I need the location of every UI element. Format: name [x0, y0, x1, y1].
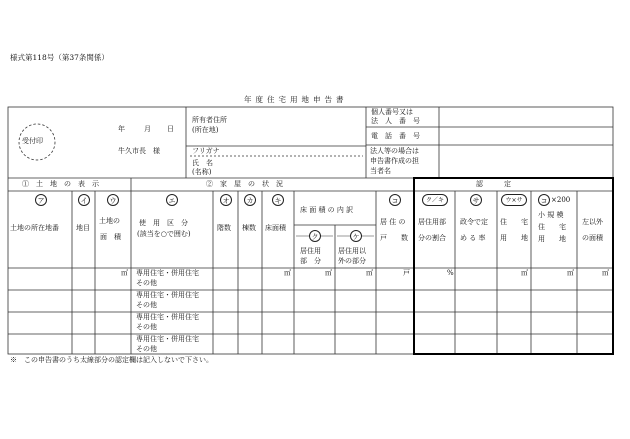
marker-a: ア: [35, 194, 47, 206]
col-rate-1: 政令で定: [460, 218, 488, 226]
marker-ku: ク: [309, 230, 321, 242]
col-small-1: 小 規 模: [538, 211, 564, 219]
unit-floor-area: ㎡: [284, 269, 291, 277]
col-residential-part-2: 部 分: [300, 257, 321, 265]
marker-u-sa: ウ×サ: [501, 194, 527, 206]
col-usage-2: (該当を○で囲む): [137, 230, 191, 238]
marker-sa: サ: [470, 194, 482, 206]
row1-usage-2[interactable]: その他: [136, 279, 157, 287]
col-residential-ratio-1: 居住用部: [418, 218, 446, 226]
unit-housing-land: ㎡: [521, 269, 528, 277]
reception-stamp-label: 受付印: [22, 137, 43, 145]
row4-usage-2[interactable]: その他: [136, 345, 157, 353]
marker-u: ウ: [107, 194, 119, 206]
personal-number-label-2: 法 人 番 号: [371, 117, 420, 125]
date-year: 年: [118, 125, 125, 133]
unit-small: ㎡: [567, 269, 574, 277]
unit-other: ㎡: [602, 269, 609, 277]
form-title: 年度住宅用地申告書: [244, 95, 348, 104]
col-floor-breakdown: 床 面 積 の 内 訳: [300, 206, 354, 214]
row2-usage-2[interactable]: その他: [136, 301, 157, 309]
col-housing-land-2: 用 地: [500, 234, 528, 242]
row3-usage-1[interactable]: 専用住宅・併用住宅: [136, 313, 199, 321]
furigana-label: フリガナ: [192, 147, 220, 155]
marker-o: オ: [220, 194, 232, 206]
unit-residential: ㎡: [325, 269, 332, 277]
form-id: 様式第118号（第37条関係）: [10, 53, 109, 62]
col-households-1: 居 住 の: [380, 218, 406, 226]
col-land-area-1: 土地の: [99, 217, 120, 225]
name-label: 氏 名: [192, 159, 213, 167]
col-floors: 階数: [217, 224, 231, 232]
marker-ko-200: コ: [538, 194, 550, 206]
date-day: 日: [167, 125, 174, 133]
date-month: 月: [144, 125, 151, 133]
owner-address-label: 所有者住所: [192, 116, 227, 124]
col-usage-1: 使 用 区 分: [139, 219, 188, 227]
phone-field[interactable]: [440, 128, 612, 144]
col-residential-part-1: 居住用: [300, 247, 321, 255]
col-housing-land-1: 住 宅: [500, 218, 528, 226]
marker-ke: ケ: [350, 230, 362, 242]
col-floor-area: 床面積: [265, 224, 286, 232]
col-small-2: 住 宅: [538, 223, 566, 231]
marker-ku-ki: ク／キ: [422, 194, 448, 206]
personal-number-field[interactable]: [440, 108, 612, 126]
times-200: ×200: [551, 196, 571, 204]
col-residential-ratio-2: 分の割合: [418, 234, 446, 242]
section-land: ① 土 地 の 表 示: [22, 180, 99, 188]
unit-ratio: %: [447, 269, 454, 277]
col-non-residential-2: 外の部分: [338, 257, 366, 265]
marker-ko: コ: [389, 194, 401, 206]
row4-usage-1[interactable]: 専用住宅・併用住宅: [136, 335, 199, 343]
col-location: 土地の所在地番: [10, 224, 59, 232]
name-field[interactable]: [230, 157, 364, 177]
corporate-note-1: 法人等の場合は: [370, 147, 419, 155]
marker-ka: カ: [244, 194, 256, 206]
name-sub: (名称): [192, 168, 212, 176]
marker-i: イ: [78, 194, 90, 206]
owner-address-field[interactable]: [250, 108, 364, 145]
section-approval: 認 定: [476, 180, 511, 188]
phone-label: 電 話 番 号: [371, 132, 420, 140]
section-house: ② 家 屋 の 状 況: [206, 180, 283, 188]
corporate-note-2: 申告書作成の担: [370, 157, 419, 165]
addressee: 牛久市長 様: [118, 147, 160, 155]
col-other-2: の面積: [582, 234, 603, 242]
col-households-2: 戸 数: [380, 234, 408, 242]
marker-ki: キ: [272, 194, 284, 206]
footnote: ※ この申告書のうち太線部分の認定欄は記入しないで下さい。: [10, 356, 213, 364]
marker-e: エ: [166, 194, 178, 206]
col-non-residential-1: 居住用以: [338, 247, 366, 255]
col-buildings: 棟数: [242, 224, 256, 232]
corporate-note-3: 当者名: [370, 167, 391, 175]
unit-households: 戸: [403, 269, 410, 277]
row3-usage-2[interactable]: その他: [136, 323, 157, 331]
col-land-category: 地目: [76, 224, 90, 232]
personal-number-label-1: 個人番号又は: [371, 108, 413, 116]
furigana-field[interactable]: [230, 147, 364, 155]
col-other-1: 左以外: [582, 218, 603, 226]
unit-non-residential: ㎡: [366, 269, 373, 277]
col-land-area-2: 面 積: [100, 233, 121, 241]
row1-usage-1[interactable]: 専用住宅・併用住宅: [136, 269, 199, 277]
row2-usage-1[interactable]: 専用住宅・併用住宅: [136, 291, 199, 299]
unit-land-area: ㎡: [121, 269, 128, 277]
owner-address-sub: (所在地): [192, 126, 219, 134]
contact-person-field[interactable]: [440, 146, 612, 177]
col-small-3: 用 地: [538, 235, 566, 243]
col-rate-2: め る 率: [460, 234, 486, 242]
